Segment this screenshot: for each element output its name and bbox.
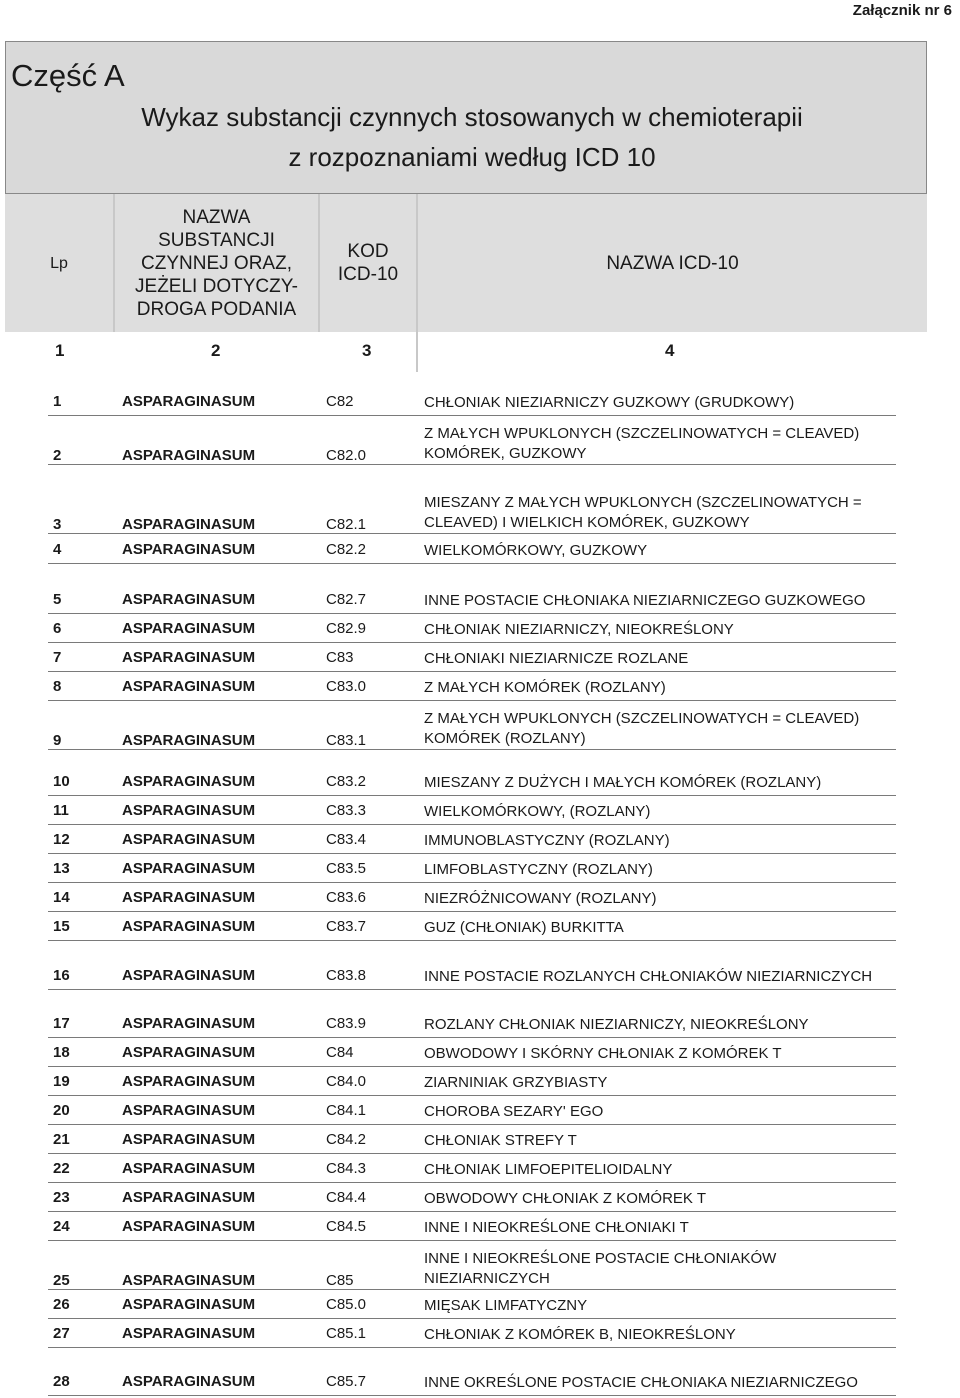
icd-name	[424, 1373, 858, 1393]
row-number: 8	[53, 678, 62, 695]
row-divider	[48, 563, 896, 564]
table-row	[0, 1155, 960, 1183]
icd-name	[424, 1102, 603, 1122]
icd-name	[424, 1296, 587, 1316]
row-number: 1	[53, 393, 62, 410]
icd-code: C83.9	[326, 1015, 367, 1032]
icd-name-line: Z MAŁYCH WPUKLONYCH (SZCZELINOWATYCH = CLEAVED)	[424, 710, 860, 727]
row-number: 27	[53, 1325, 70, 1342]
icd-name	[424, 773, 821, 793]
row-number: 14	[53, 889, 70, 906]
column-number: 2	[211, 341, 221, 360]
row-number: 13	[53, 860, 70, 877]
substance-name: ASPARAGINASUM	[122, 678, 256, 695]
table-row	[0, 1320, 960, 1348]
substance-name: ASPARAGINASUM	[122, 541, 256, 558]
row-divider	[48, 824, 896, 825]
icd-name-line: INNE POSTACIE CHŁONIAKA NIEZIARNICZEGO GUZKOWEGO	[424, 592, 866, 609]
row-divider	[48, 1182, 896, 1183]
icd-name-line: CHŁONIAK NIEZIARNICZY GUZKOWY (GRUDKOWY)	[424, 394, 795, 411]
substance-name: ASPARAGINASUM	[122, 1073, 256, 1090]
icd-name-line: Z MAŁYCH KOMÓREK (ROZLANY)	[424, 679, 666, 696]
substance-name: ASPARAGINASUM	[122, 860, 256, 877]
icd-code: C83.7	[326, 918, 367, 935]
icd-code: C85.7	[326, 1373, 367, 1390]
substance-name: ASPARAGINASUM	[122, 393, 256, 410]
substance-name: ASPARAGINASUM	[122, 918, 256, 935]
icd-name	[424, 1044, 782, 1064]
icd-name	[424, 424, 859, 464]
row-number: 22	[53, 1160, 70, 1177]
icd-name-line: INNE OKREŚLONE POSTACIE CHŁONIAKA NIEZIARNICZEGO	[424, 1374, 858, 1391]
row-divider	[48, 911, 896, 912]
icd-name	[424, 1189, 706, 1209]
table-row	[0, 1097, 960, 1125]
row-number: 24	[53, 1218, 70, 1235]
row-divider	[48, 1395, 896, 1396]
column-number: 1	[55, 341, 65, 360]
row-divider	[48, 671, 896, 672]
icd-code: C82.7	[326, 591, 367, 608]
icd-name-line: CHŁONIAK Z KOMÓREK B, NIEOKREŚLONY	[424, 1326, 736, 1343]
substance-name: ASPARAGINASUM	[122, 591, 256, 608]
icd-name	[424, 860, 653, 880]
table-row	[0, 797, 960, 825]
icd-name	[424, 591, 865, 611]
row-number: 9	[53, 732, 62, 749]
icd-name	[424, 889, 657, 909]
column-divider	[113, 194, 115, 332]
substance-name: ASPARAGINASUM	[122, 967, 256, 984]
icd-name	[424, 1160, 672, 1180]
icd-code: C82.1	[326, 516, 367, 533]
icd-name	[424, 831, 670, 851]
icd-name-line: CHOROBA SEZARY' EGO	[424, 1103, 604, 1120]
column-header-substance-line: SUBSTANCJI	[158, 229, 275, 251]
icd-code: C83	[326, 649, 354, 666]
table-row	[0, 1213, 960, 1241]
icd-name	[424, 918, 624, 938]
row-divider	[48, 940, 896, 941]
column-header-substance-line: DROGA PODANIA	[136, 298, 297, 320]
icd-code: C84.5	[326, 1218, 367, 1235]
row-divider	[48, 882, 896, 883]
row-divider	[48, 642, 896, 643]
row-divider	[48, 1037, 896, 1038]
icd-code: C83.3	[326, 802, 367, 819]
icd-code: C82.2	[326, 541, 367, 558]
row-divider	[48, 415, 896, 416]
icd-name	[424, 1073, 607, 1093]
icd-name-line: GUZ (CHŁONIAK) BURKITTA	[424, 919, 624, 936]
row-number: 20	[53, 1102, 70, 1119]
substance-name: ASPARAGINASUM	[122, 620, 256, 637]
substance-name: ASPARAGINASUM	[122, 1218, 256, 1235]
icd-code: C83.2	[326, 773, 367, 790]
table-row	[0, 488, 960, 534]
icd-name-line: CHŁONIAK NIEZIARNICZY, NIEOKREŚLONY	[424, 621, 734, 638]
row-divider	[48, 989, 896, 990]
icd-name-line: CHŁONIAK LIMFOEPITELIOIDALNY	[424, 1161, 673, 1178]
icd-name-line: OBWODOWY CHŁONIAK Z KOMÓREK T	[424, 1190, 706, 1207]
table-row	[0, 673, 960, 701]
row-divider	[48, 1318, 896, 1319]
icd-name-line: CLEAVED) I WIELKICH KOMÓREK, GUZKOWY	[424, 514, 750, 531]
icd-name	[424, 493, 862, 533]
substance-name: ASPARAGINASUM	[122, 1015, 256, 1032]
icd-code: C84.0	[326, 1073, 367, 1090]
icd-name-line: CHŁONIAKI NIEZIARNICZE ROZLANE	[424, 650, 689, 667]
title-line-2: z rozpoznaniami według ICD 10	[288, 142, 656, 172]
row-number: 23	[53, 1189, 70, 1206]
row-divider	[48, 1240, 896, 1241]
icd-code: C83.6	[326, 889, 367, 906]
icd-code: C84.4	[326, 1189, 367, 1206]
substance-name: ASPARAGINASUM	[122, 447, 256, 464]
row-number: 3	[53, 516, 62, 533]
row-number: 25	[53, 1272, 70, 1289]
icd-code: C85	[326, 1272, 354, 1289]
substance-name: ASPARAGINASUM	[122, 1325, 256, 1342]
table-row	[0, 644, 960, 672]
row-divider	[48, 1066, 896, 1067]
icd-name-line: KOMÓREK (ROZLANY)	[424, 730, 586, 747]
row-number: 11	[53, 802, 69, 819]
table-row	[0, 855, 960, 883]
icd-name-line: KOMÓREK, GUZKOWY	[424, 445, 587, 462]
column-header-substance-line: CZYNNEJ ORAZ,	[141, 252, 292, 274]
icd-code: C82.9	[326, 620, 367, 637]
icd-name	[424, 1218, 689, 1238]
substance-name: ASPARAGINASUM	[122, 889, 256, 906]
icd-code: C83.5	[326, 860, 367, 877]
icd-name-line: CHŁONIAK STREFY T	[424, 1132, 577, 1149]
row-number: 21	[53, 1131, 70, 1148]
part-title: Część A	[11, 58, 125, 93]
row-number: 28	[53, 1373, 70, 1390]
row-number: 26	[53, 1296, 70, 1313]
icd-name-line: NIEZRÓŻNICOWANY (ROZLANY)	[424, 890, 657, 907]
icd-name	[424, 620, 734, 640]
row-divider	[48, 700, 896, 701]
row-number: 10	[53, 773, 70, 790]
table-row	[0, 1126, 960, 1154]
icd-name-line: NIEZIARNICZYCH	[424, 1270, 550, 1287]
substance-name: ASPARAGINASUM	[122, 732, 256, 749]
row-divider	[48, 1211, 896, 1212]
column-header-code-line: KOD	[347, 241, 389, 262]
column-number-row	[0, 337, 960, 365]
table-row	[0, 1291, 960, 1319]
icd-code: C84.1	[326, 1102, 367, 1119]
icd-name-line: ZIARNINIAK GRZYBIASTY	[424, 1074, 608, 1091]
row-number: 12	[53, 831, 70, 848]
icd-code: C85.0	[326, 1296, 367, 1313]
icd-name-line: Z MAŁYCH WPUKLONYCH (SZCZELINOWATYCH = CLEAVED)	[424, 425, 860, 442]
icd-name-line: ROZLANY CHŁONIAK NIEZIARNICZY, NIEOKREŚLONY	[424, 1016, 809, 1033]
icd-name-line: WIELKOMÓRKOWY, GUZKOWY	[424, 542, 648, 559]
icd-code: C84.3	[326, 1160, 367, 1177]
row-number: 5	[53, 591, 62, 608]
icd-code: C83.8	[326, 967, 367, 984]
icd-code: C85.1	[326, 1325, 367, 1342]
icd-name-line: INNE I NIEOKREŚLONE POSTACIE CHŁONIAKÓW	[424, 1250, 777, 1267]
icd-name-line: OBWODOWY I SKÓRNY CHŁONIAK Z KOMÓREK T	[424, 1045, 782, 1062]
icd-name	[424, 541, 647, 561]
column-header-lp	[5, 194, 113, 332]
row-divider	[48, 853, 896, 854]
icd-name	[424, 649, 688, 669]
substance-name: ASPARAGINASUM	[122, 1160, 256, 1177]
icd-name	[424, 802, 650, 822]
table-row	[0, 1010, 960, 1038]
substance-name: ASPARAGINASUM	[122, 516, 256, 533]
substance-name: ASPARAGINASUM	[122, 802, 256, 819]
icd-code: C83.1	[326, 732, 367, 749]
substance-name: ASPARAGINASUM	[122, 1102, 256, 1119]
row-number: 7	[53, 649, 62, 666]
table-row	[0, 586, 960, 614]
icd-name	[424, 1325, 736, 1345]
icd-name-line: LIMFOBLASTYCZNY (ROZLANY)	[424, 861, 653, 878]
column-header-substance-line: JEŻELI DOTYCZY-	[135, 275, 298, 297]
icd-code: C84	[326, 1044, 354, 1061]
substance-name: ASPARAGINASUM	[122, 649, 256, 666]
column-header-substance-line: NAZWA	[182, 206, 251, 228]
column-header-icd-name-label: NAZWA ICD-10	[606, 252, 739, 274]
row-number: 16	[53, 967, 70, 984]
icd-name-line: IMMUNOBLASTYCZNY (ROZLANY)	[424, 832, 670, 849]
row-number: 6	[53, 620, 62, 637]
table-row	[0, 1068, 960, 1096]
table-row	[0, 1039, 960, 1067]
row-divider	[48, 1289, 896, 1290]
substance-name: ASPARAGINASUM	[122, 831, 256, 848]
table-row	[0, 913, 960, 941]
table-row	[0, 388, 960, 416]
substance-name: ASPARAGINASUM	[122, 1373, 256, 1390]
icd-name	[424, 1249, 776, 1289]
table-row	[0, 702, 960, 750]
icd-name	[424, 709, 859, 749]
row-divider	[48, 749, 896, 750]
row-divider	[48, 533, 896, 534]
column-header-code	[320, 194, 416, 332]
row-number: 15	[53, 918, 70, 935]
table-row	[0, 826, 960, 854]
document-title	[80, 97, 864, 177]
row-number: 2	[53, 447, 62, 464]
row-divider	[48, 464, 896, 465]
table-row	[0, 1184, 960, 1212]
icd-name-line: MIĘSAK LIMFATYCZNY	[424, 1297, 588, 1314]
substance-name: ASPARAGINASUM	[122, 1296, 256, 1313]
icd-code: C84.2	[326, 1131, 367, 1148]
table-row	[0, 1244, 960, 1290]
row-number: 18	[53, 1044, 70, 1061]
icd-name	[424, 1015, 809, 1035]
icd-name-line: MIESZANY Z MAŁYCH WPUKLONYCH (SZCZELINOWATYCH =	[424, 494, 862, 511]
row-divider	[48, 1153, 896, 1154]
row-divider	[48, 795, 896, 796]
table-row	[0, 768, 960, 796]
table-row	[0, 962, 960, 990]
icd-name-line: MIESZANY Z DUŻYCH I MAŁYCH KOMÓREK (ROZLANY)	[424, 774, 822, 791]
table-row	[0, 615, 960, 643]
column-header-code-line: ICD-10	[337, 264, 399, 285]
column-number: 3	[362, 341, 372, 360]
icd-code: C83.4	[326, 831, 367, 848]
substance-name: ASPARAGINASUM	[122, 773, 256, 790]
table-row	[0, 417, 960, 465]
annex-label: Załącznik nr 6	[852, 2, 952, 19]
icd-name	[424, 393, 794, 413]
substance-name: ASPARAGINASUM	[122, 1272, 256, 1289]
table-row	[0, 884, 960, 912]
row-divider	[48, 1347, 896, 1348]
column-header-lp-label: Lp	[50, 254, 68, 272]
row-divider	[48, 613, 896, 614]
row-divider	[48, 1124, 896, 1125]
icd-name	[424, 678, 666, 698]
table-row	[0, 1368, 960, 1396]
icd-code: C82	[326, 393, 354, 410]
row-divider	[48, 1095, 896, 1096]
title-line-1: Wykaz substancji czynnych stosowanych w chemioterapii	[141, 102, 803, 132]
icd-name-line: WIELKOMÓRKOWY, (ROZLANY)	[424, 803, 651, 820]
row-number: 4	[53, 541, 62, 558]
substance-name: ASPARAGINASUM	[122, 1189, 256, 1206]
icd-name-line: INNE I NIEOKREŚLONE CHŁONIAKI T	[424, 1219, 689, 1236]
icd-name	[424, 967, 872, 987]
column-header-substance	[115, 194, 318, 332]
substance-name: ASPARAGINASUM	[122, 1131, 256, 1148]
icd-code: C82.0	[326, 447, 367, 464]
icd-name	[424, 1131, 577, 1151]
table-row	[0, 536, 960, 564]
row-number: 19	[53, 1073, 70, 1090]
column-divider	[318, 194, 320, 332]
substance-name: ASPARAGINASUM	[122, 1044, 256, 1061]
icd-name-line: INNE POSTACIE ROZLANYCH CHŁONIAKÓW NIEZIARNICZYCH	[424, 968, 873, 985]
icd-code: C83.0	[326, 678, 367, 695]
column-number: 4	[665, 341, 675, 360]
column-header-icd-name	[418, 194, 927, 332]
row-number: 17	[53, 1015, 70, 1032]
